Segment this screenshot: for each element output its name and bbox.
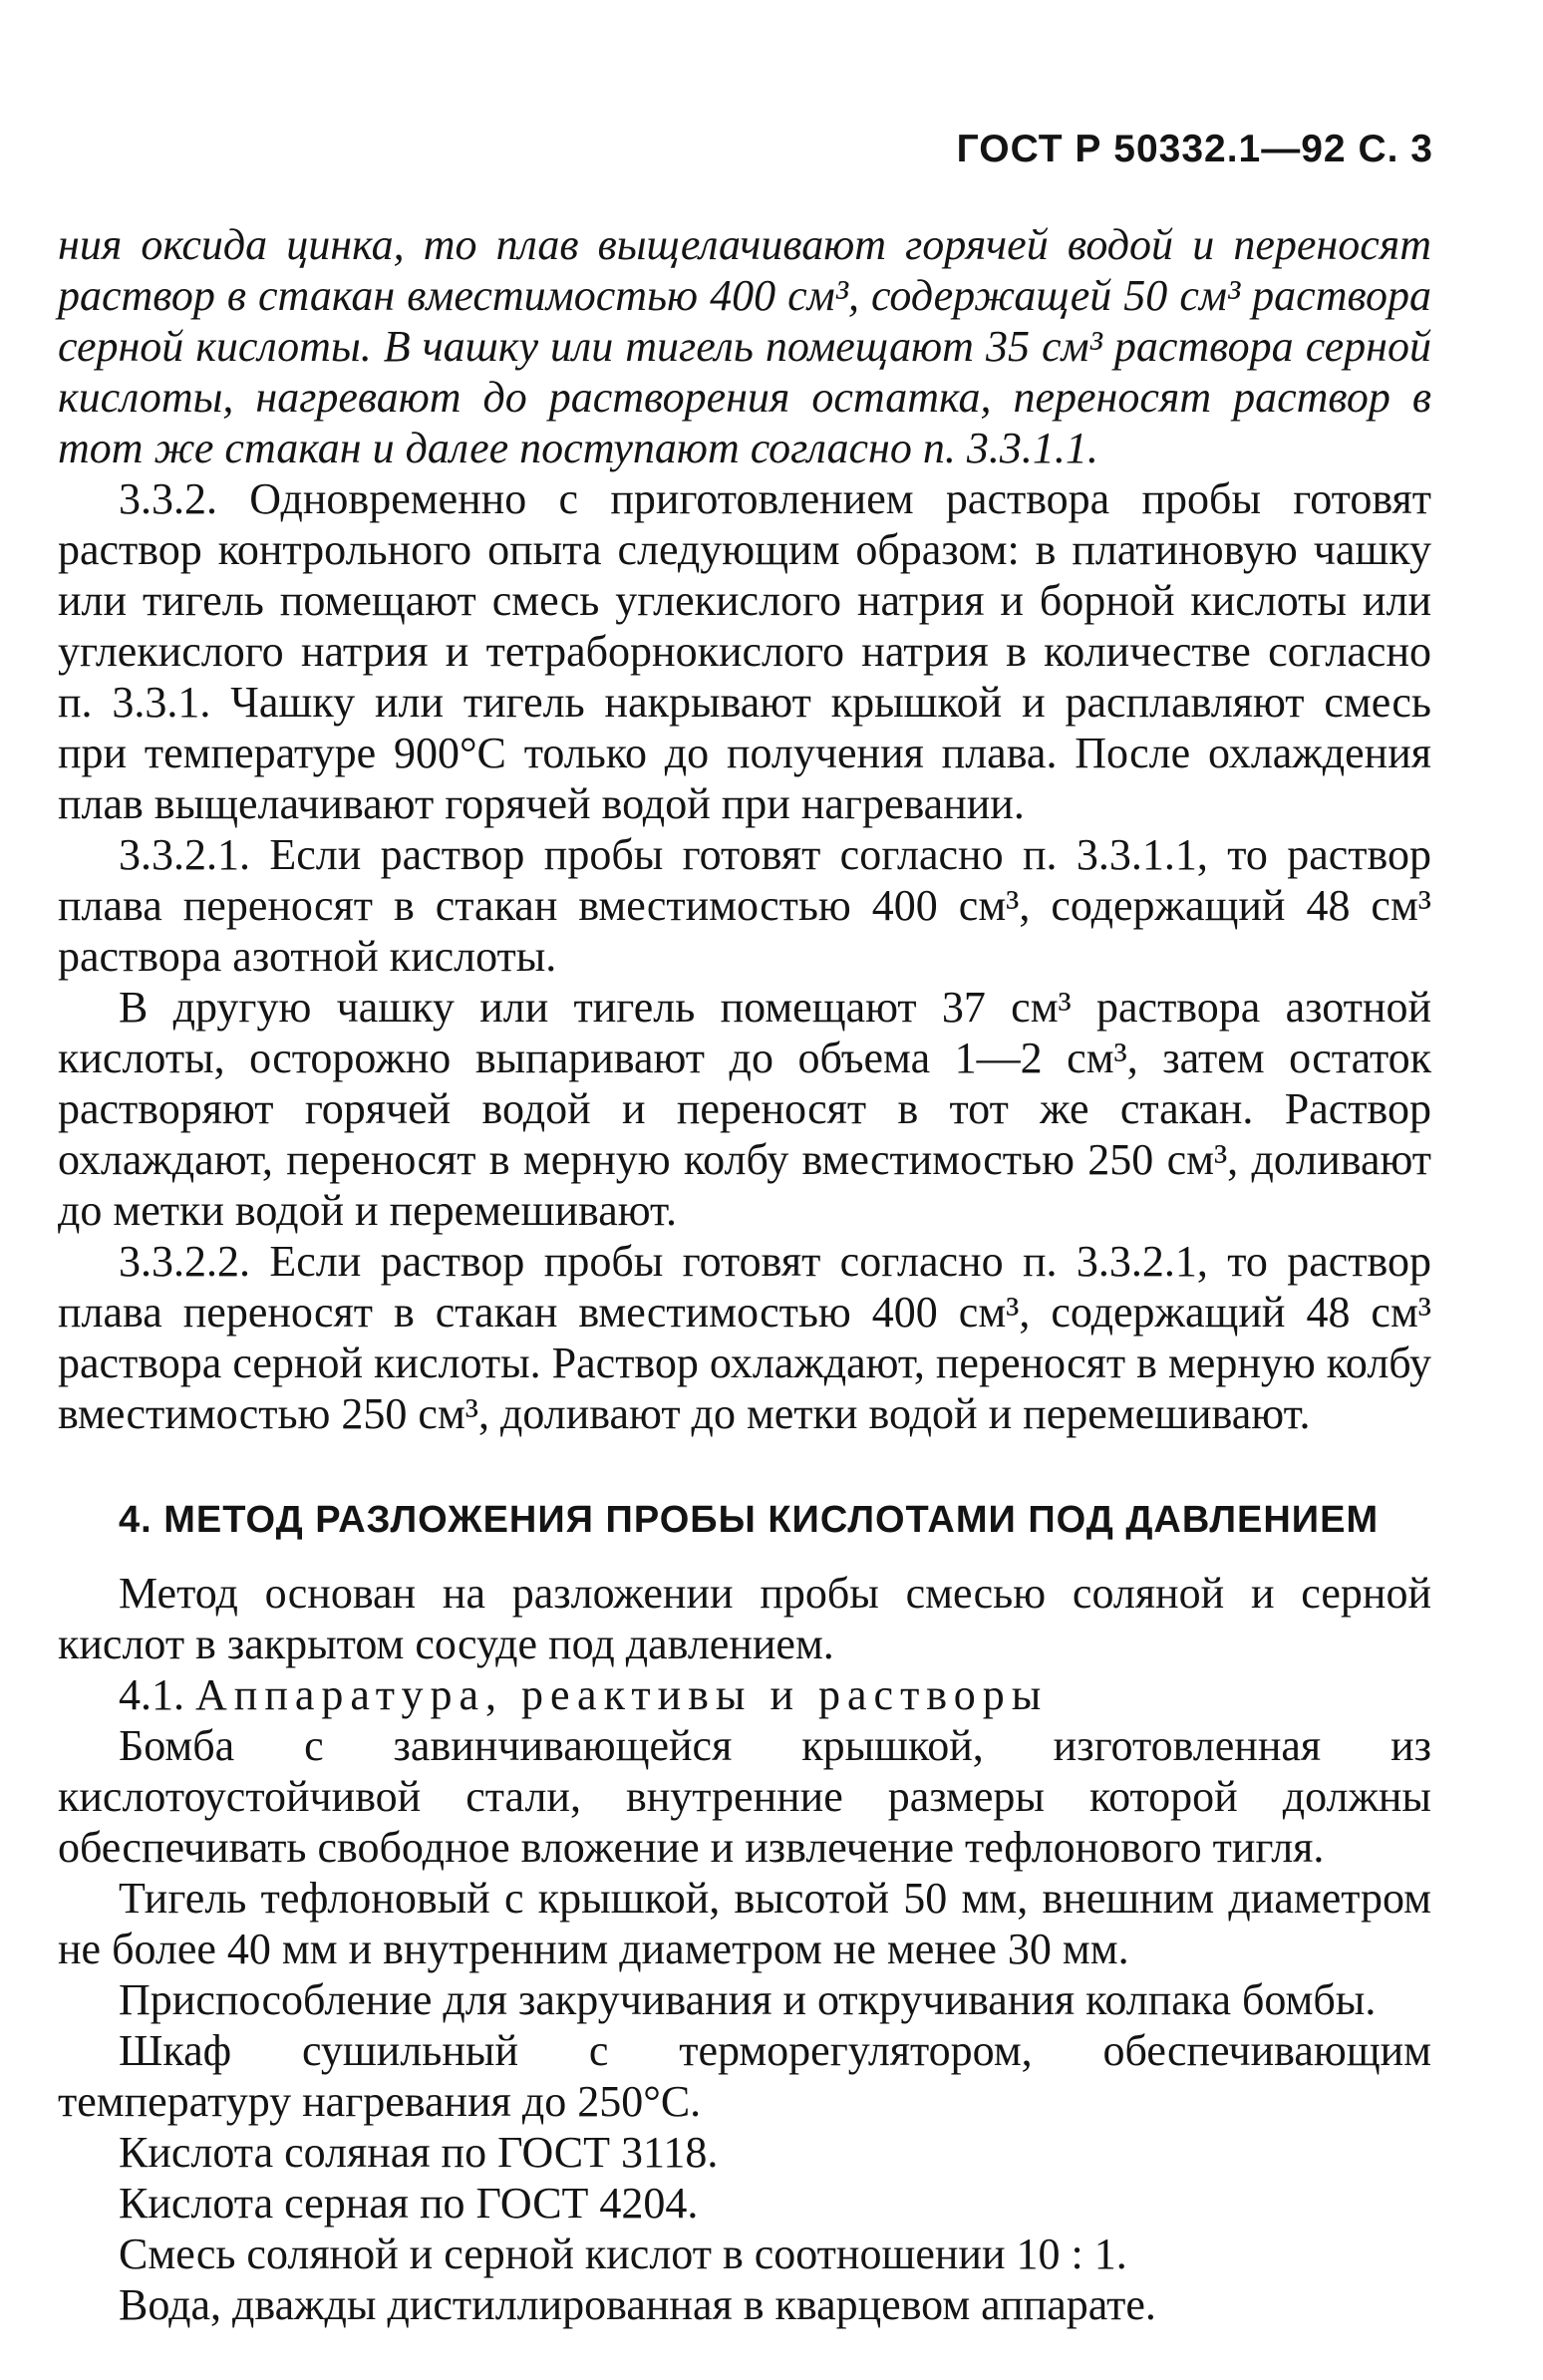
paragraph-3-3-2-1: 3.3.2.1. Если раствор пробы готовят согласно п. 3.3.1.1, то раствор плава переносят в стакан вместимостью 400 см³, содержащий 48 см³ раствора азотной кислоты. <box>58 830 1431 981</box>
paragraph-hcl: Кислота соляная по ГОСТ 3118. <box>119 2128 719 2177</box>
paragraph-nitric-acid: В другую чашку или тигель помещают 37 см³ раствора азотной кислоты, осторожно выпаривают до объема 1—2 см³, затем остаток растворяют горячей водой и переносят в тот же стакан. Раствор охлаждают, переносят в мерную колбу вместимостью 250 см³, доливают до метки водой и перемешивают. <box>58 983 1431 1235</box>
paragraph-device: Приспособление для закручивания и откручивания колпака бомбы. <box>119 1975 1377 2024</box>
paragraph-h2so4: Кислота серная по ГОСТ 4204. <box>119 2179 699 2228</box>
paragraph-water: Вода, дважды дистиллированная в кварцевом аппарате. <box>119 2280 1156 2329</box>
paragraph-continuation: ния оксида цинка, то плав выщелачивают горячей водой и переносят раствор в стакан вместимостью 400 см³, содержащей 50 см³ раствора серной кислоты. В чашку или тигель помещают 35 см³ раствора серной кислоты, нагревают до растворения остатка, переносят раствор в тот же стакан и далее поступают согласно п. 3.3.1.1. <box>58 220 1431 472</box>
paragraph-crucible: Тигель тефлоновый с крышкой, высотой 50 мм, внешним диаметром не более 40 мм и внутренним диаметром не менее 30 мм. <box>58 1874 1431 1973</box>
document-body <box>58 219 1431 2330</box>
subsection-heading <box>58 1669 1431 1720</box>
paragraph-3-3-2-2: 3.3.2.2. Если раствор пробы готовят согласно п. 3.3.2.1, то раствор плава переносят в стакан вместимостью 400 см³, содержащий 48 см³ раствора серной кислоты. Раствор охлаждают, переносят в мерную колбу вместимостью 250 см³, доливают до метки водой и перемешивают. <box>58 1237 1431 1438</box>
subsection-title: Аппаратура, реактивы и растворы <box>195 1670 1049 1719</box>
running-header: ГОСТ Р 50332.1—92 С. 3 <box>956 128 1433 170</box>
paragraph-bomb: Бомба с завинчивающейся крышкой, изготовленная из кислотоустойчивой стали, внутренние размеры которой должны обеспечивать свободное вложение и извлечение тефлонового тигля. <box>58 1721 1431 1872</box>
paragraph-3-3-2: 3.3.2. Одновременно с приготовлением раствора пробы готовят раствор контрольного опыта следующим образом: в платиновую чашку или тигель помещают смесь углекислого натрия и борной кислоты или углекислого натрия и тетраборнокислого натрия в количестве согласно п. 3.3.1. Чашку или тигель накрывают крышкой и расплавляют смесь при температуре 900°С только до получения плава. После охлаждения плав выщелачивают горячей водой при нагревании. <box>58 474 1431 828</box>
paragraph-method-basis: Метод основан на разложении пробы смесью соляной и серной кислот в закрытом сосуде под давлением. <box>58 1569 1431 1668</box>
section-heading: 4. МЕТОД РАЗЛОЖЕНИЯ ПРОБЫ КИСЛОТАМИ ПОД ДАВЛЕНИЕМ <box>119 1499 1380 1541</box>
paragraph-acid-mix: Смесь соляной и серной кислот в соотношении 10 : 1. <box>119 2230 1127 2278</box>
subsection-number: 4.1. <box>119 1670 184 1719</box>
paragraph-oven: Шкаф сушильный с терморегулятором, обеспечивающим температуру нагревания до 250°С. <box>58 2026 1431 2126</box>
